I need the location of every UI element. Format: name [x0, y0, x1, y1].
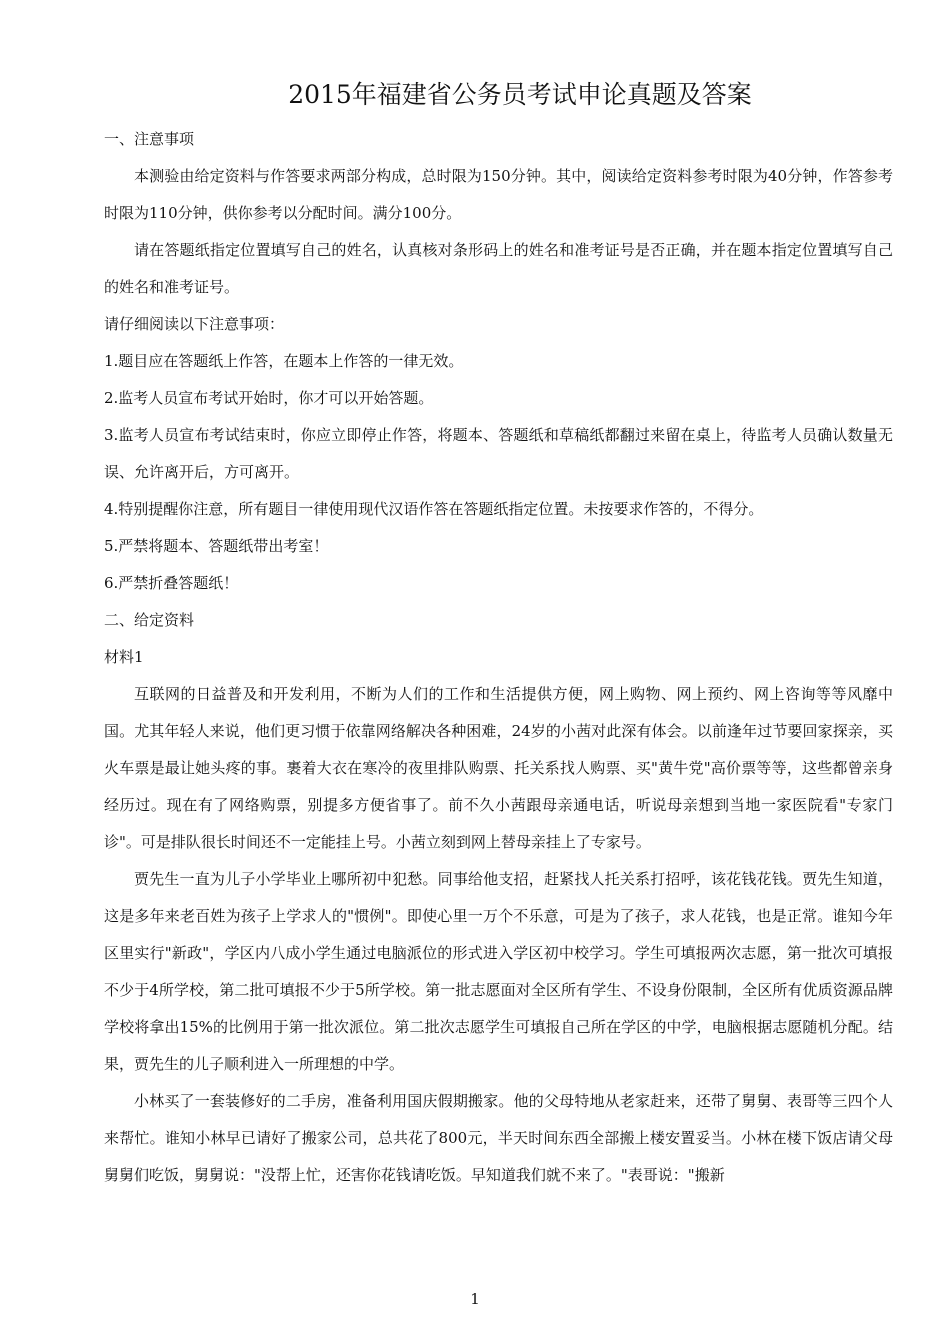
list-item: 3.监考人员宣布考试结束时，你应立即停止作答，将题本、答题纸和草稿纸都翻过来留在桌上，待监考人员确认数量无误、允许离开后，方可离开。: [104, 426, 893, 481]
document-body: [104, 121, 893, 1194]
list-item: 5.严禁将题本、答题纸带出考室！: [104, 537, 329, 555]
paragraph: 贾先生一直为儿子小学毕业上哪所初中犯愁。同事给他支招，赶紧找人托关系打招呼，该花钱花钱。贾先生知道，这是多年来老百姓为孩子上学求人的"惯例"。即使心里一万个不乐意，可是为了孩子，求人花钱，也是正常。谁知今年区里实行"新政"，学区内八成小学生通过电脑派位的形式进入学区初中校学习。学生可填报两次志愿，第一批次可填报不少于4所学校，第二批可填报不少于5所学校。第一批志愿面对全区所有学生、不设身份限制，全区所有优质资源品牌学校将拿出15%的比例用于第一批次派位。第二批次志愿学生可填报自己所在学区的中学，电脑根据志愿随机分配。结果，贾先生的儿子顺利进入一所理想的中学。: [104, 870, 893, 1073]
page-number: 1: [470, 1290, 480, 1308]
paragraph: 小林买了一套装修好的二手房，准备利用国庆假期搬家。他的父母特地从老家赶来，还带了舅舅、表哥等三四个人来帮忙。谁知小林早已请好了搬家公司，总共花了800元，半天时间东西全部搬上楼安置妥当。小林在楼下饭店请父母舅舅们吃饭，舅舅说："没帮上忙，还害你花钱请吃饭。早知道我们就不来了。"表哥说："搬新: [104, 1092, 893, 1184]
list-item: 2.监考人员宣布考试开始时，你才可以开始答题。: [104, 389, 434, 407]
material-heading: 材料1: [104, 648, 144, 666]
list-item: 6.严禁折叠答题纸！: [104, 574, 239, 592]
paragraph: 互联网的日益普及和开发利用，不断为人们的工作和生活提供方便，网上购物、网上预约、网上咨询等等风靡中国。尤其年轻人来说，他们更习惯于依靠网络解决各种困难，24岁的小茜对此深有体会。以前逢年过节要回家探亲，买火车票是最让她头疼的事。裹着大衣在寒冷的夜里排队购票、托关系找人购票、买"黄牛党"高价票等等，这些都曾亲身经历过。现在有了网络购票，别提多方便省事了。前不久小茜跟母亲通电话，听说母亲想到当地一家医院看"专家门诊"。可是排队很长时间还不一定能挂上号。小茜立刻到网上替母亲挂上了专家号。: [104, 685, 893, 851]
list-item: 4.特别提醒你注意，所有题目一律使用现代汉语作答在答题纸指定位置。未按要求作答的，不得分。: [104, 500, 764, 518]
document-title: 2015年福建省公务员考试申论真题及答案: [288, 80, 752, 109]
list-item: 1.题目应在答题纸上作答，在题本上作答的一律无效。: [104, 352, 464, 370]
paragraph: 本测验由给定资料与作答要求两部分构成，总时限为150分钟。其中，阅读给定资料参考时限为40分钟，作答参考时限为110分钟，供你参考以分配时间。满分100分。: [104, 167, 893, 222]
paragraph: 请仔细阅读以下注意事项：: [104, 315, 285, 333]
section-heading-notes: 一、注意事项: [104, 130, 195, 148]
section-heading-materials: 二、给定资料: [104, 611, 195, 629]
paragraph: 请在答题纸指定位置填写自己的姓名，认真核对条形码上的姓名和准考证号是否正确，并在题本指定位置填写自己的姓名和准考证号。: [104, 241, 893, 296]
